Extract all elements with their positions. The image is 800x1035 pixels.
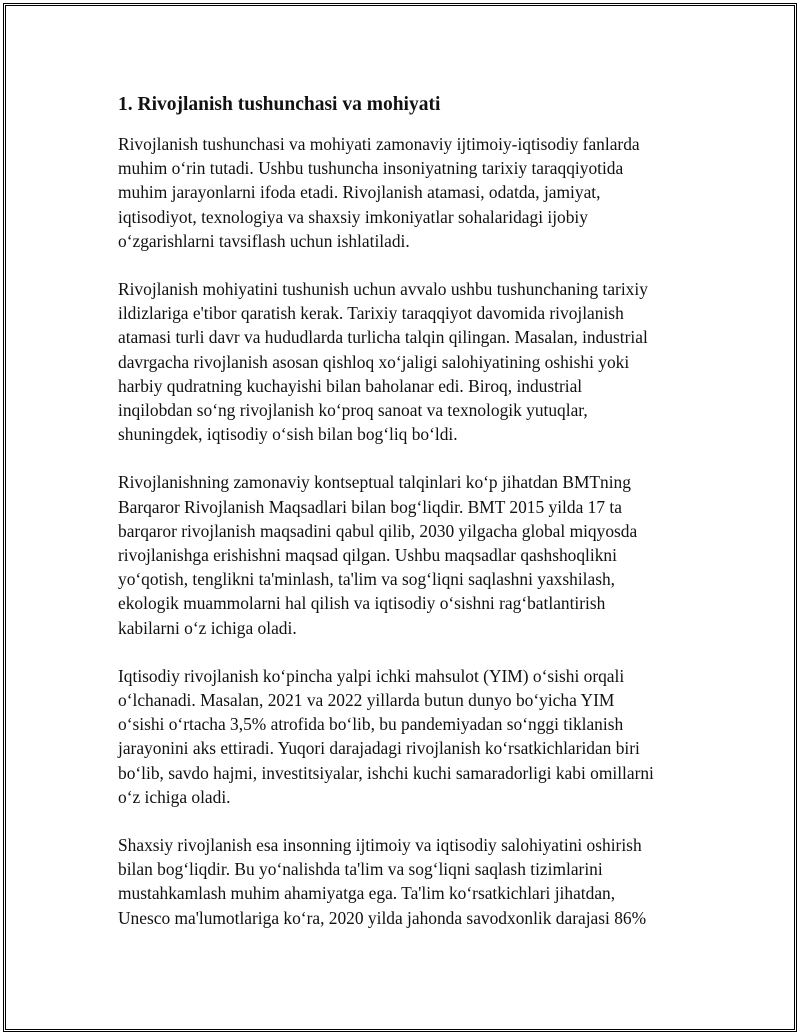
text-line: iqtisodiyot, texnologiya va shaxsiy imkoniyatlar sohalaridagi ijobiy	[118, 206, 588, 227]
text-line: o‘zgarishlarni tavsiflash uchun ishlatiladi.	[118, 230, 410, 251]
text-line: muhim jarayonlarni ifoda etadi. Rivojlanish atamasi, odatda, jamiyat,	[118, 182, 601, 203]
text-line: atamasi turli davr va hududlarda turlicha talqin qilingan. Masalan, industrial	[118, 327, 648, 348]
text-line: jarayonini aks ettiradi. Yuqori darajadagi rivojlanish ko‘rsatkichlaridan biri	[118, 738, 640, 759]
text-line: muhim o‘rin tutadi. Ushbu tushuncha insoniyatning tarixiy taraqqiyotida	[118, 158, 624, 179]
paragraph	[118, 132, 698, 253]
text-line: Barqaror Rivojlanish Maqsadlari bilan bog‘liqdir. BMT 2015 yilda 17 ta	[118, 496, 622, 517]
document-body	[118, 92, 698, 954]
text-line: davrgacha rivojlanish asosan qishloq xo‘jaligi salohiyatining oshishi yoki	[118, 351, 630, 372]
text-line: barqaror rivojlanish maqsadini qabul qilib, 2030 yilgacha global miqyosda	[118, 520, 638, 541]
text-line: ildizlariga e'tibor qaratish kerak. Tarixiy taraqqiyot davomida rivojlanish	[118, 303, 624, 324]
paragraph	[118, 833, 698, 930]
paragraph	[118, 664, 698, 809]
section-heading: 1. Rivojlanish tushunchasi va mohiyati	[118, 94, 441, 115]
text-line: rivojlanishga erishishni maqsad qilgan. Ushbu maqsadlar qashshoqlikni	[118, 545, 617, 566]
text-line: yo‘qotish, tenglikni ta'minlash, ta'lim va sog‘liqni saqlashni yaxshilash,	[118, 569, 616, 590]
text-line: Shaxsiy rivojlanish esa insonning ijtimoiy va iqtisodiy salohiyatini oshirish	[118, 835, 642, 856]
text-line: o‘sishi o‘rtacha 3,5% atrofida bo‘lib, bu pandemiyadan so‘nggi tiklanish	[118, 714, 624, 735]
text-line: bo‘lib, savdo hajmi, investitsiyalar, ishchi kuchi samaradorligi kabi omillarni	[118, 762, 654, 783]
text-line: o‘z ichiga oladi.	[118, 786, 231, 807]
text-line: bilan bog‘liqdir. Bu yo‘nalishda ta'lim va sog‘liqni saqlash tizimlarini	[118, 859, 603, 880]
text-line: Rivojlanishning zamonaviy kontseptual talqinlari ko‘p jihatdan BMTning	[118, 472, 631, 493]
text-line: ekologik muammolarni hal qilish va iqtisodiy o‘sishni rag‘batlantirish	[118, 593, 606, 614]
paragraphs	[118, 132, 698, 930]
text-line: Rivojlanish tushunchasi va mohiyati zamonaviy ijtimoiy-iqtisodiy fanlarda	[118, 134, 640, 154]
text-line: Unesco ma'lumotlariga ko‘ra, 2020 yilda jahonda savodxonlik darajasi 86%	[118, 907, 647, 928]
text-line: kabilarni o‘z ichiga oladi.	[118, 617, 297, 638]
text-line: inqilobdan so‘ng rivojlanish ko‘proq sanoat va texnologik yutuqlar,	[118, 400, 588, 421]
text-line: Rivojlanish mohiyatini tushunish uchun avvalo ushbu tushunchaning tarixiy	[118, 279, 648, 300]
paragraph	[118, 470, 698, 639]
text-line: Iqtisodiy rivojlanish ko‘pincha yalpi ichki mahsulot (YIM) o‘sishi orqali	[118, 665, 625, 686]
paragraph	[118, 277, 698, 446]
text-line: mustahkamlash muhim ahamiyatga ega. Ta'lim ko‘rsatkichlari jihatdan,	[118, 883, 616, 904]
text-line: shuningdek, iqtisodiy o‘sish bilan bog‘liq bo‘ldi.	[118, 424, 458, 445]
text-line: o‘lchanadi. Masalan, 2021 va 2022 yillarda butun dunyo bo‘yicha YIM	[118, 690, 615, 711]
text-line: harbiy qudratning kuchayishi bilan baholanar edi. Biroq, industrial	[118, 375, 583, 396]
